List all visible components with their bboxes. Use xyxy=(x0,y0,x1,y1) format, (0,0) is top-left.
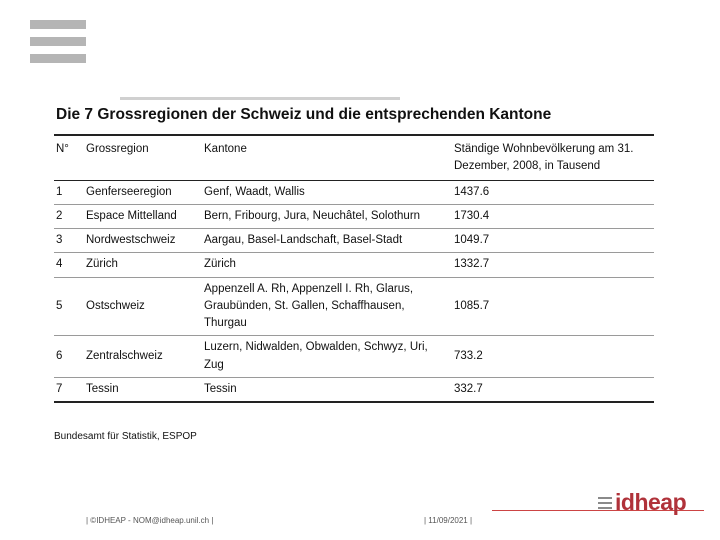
cell-value: 332.7 xyxy=(454,382,483,395)
cell-value: 1085.7 xyxy=(454,299,490,312)
cell-region: Espace Mittelland xyxy=(86,209,177,222)
cell-region: Zentralschweiz xyxy=(86,349,163,362)
table-row xyxy=(54,253,654,277)
cell-nr: 1 xyxy=(56,185,63,198)
cell-nr: 4 xyxy=(56,258,63,271)
cell-region: Zürich xyxy=(86,258,118,271)
cell-nr: 6 xyxy=(56,349,63,362)
header-population: Ständige Wohnbevölkerung am 31. Dezember, 2008, in Tausend xyxy=(454,143,634,173)
table-title: Die 7 Grossregionen der Schweiz und die entsprechenden Kantone xyxy=(54,100,654,136)
menu-bar xyxy=(30,37,86,46)
table-row xyxy=(54,229,654,253)
table-row xyxy=(54,180,654,204)
cell-kantone: Zürich xyxy=(204,258,236,271)
logo-text: idheap xyxy=(615,489,687,515)
cell-nr: 7 xyxy=(56,382,63,395)
cell-value: 1730.4 xyxy=(454,209,490,222)
table-row xyxy=(54,204,654,228)
cell-kantone: Aargau, Basel-Landschaft, Basel-Stadt xyxy=(204,234,403,246)
regions-table xyxy=(54,136,654,403)
cell-kantone: Genf, Waadt, Wallis xyxy=(204,185,305,198)
cell-kantone: Appenzell A. Rh, Appenzell I. Rh, Glarus, Graubünden, St. Gallen, Schaffhausen, Thurgau xyxy=(204,282,414,329)
decorative-strip xyxy=(120,97,400,100)
cell-value: 1049.7 xyxy=(454,234,490,246)
table-row xyxy=(54,377,654,402)
header-kantone: Kantone xyxy=(204,143,247,155)
cell-value: 1332.7 xyxy=(454,258,490,271)
header-grossregion: Grossregion xyxy=(86,143,149,155)
cell-value: 1437.6 xyxy=(454,185,490,198)
cell-nr: 2 xyxy=(56,209,63,222)
cell-kantone: Luzern, Nidwalden, Obwalden, Schwyz, Uri, Zug xyxy=(204,341,428,371)
menu-icon[interactable] xyxy=(30,20,86,71)
cell-nr: 5 xyxy=(56,299,63,312)
footer-copyright: | ©IDHEAP - NOM@idheap.unil.ch | xyxy=(86,516,214,525)
idheap-logo xyxy=(598,491,688,519)
logo-bars-icon xyxy=(598,497,612,512)
menu-bar xyxy=(30,54,86,63)
cell-region: Nordwestschweiz xyxy=(86,234,176,246)
cell-kantone: Bern, Fribourg, Jura, Neuchâtel, Solothurn xyxy=(204,209,421,222)
header-nr: N° xyxy=(56,143,69,155)
source-note: Bundesamt für Statistik, ESPOP xyxy=(54,431,197,442)
cell-region: Genferseeregion xyxy=(86,185,172,198)
cell-region: Ostschweiz xyxy=(86,299,145,312)
cell-nr: 3 xyxy=(56,234,63,246)
table-row xyxy=(54,336,654,378)
cell-region: Tessin xyxy=(86,382,119,395)
table-header-row xyxy=(54,136,654,180)
regions-table-block xyxy=(54,100,654,403)
menu-bar xyxy=(30,20,86,29)
cell-kantone: Tessin xyxy=(204,382,237,395)
cell-value: 733.2 xyxy=(454,349,483,362)
footer-date: | 11/09/2021 | xyxy=(424,516,473,525)
table-row xyxy=(54,277,654,336)
